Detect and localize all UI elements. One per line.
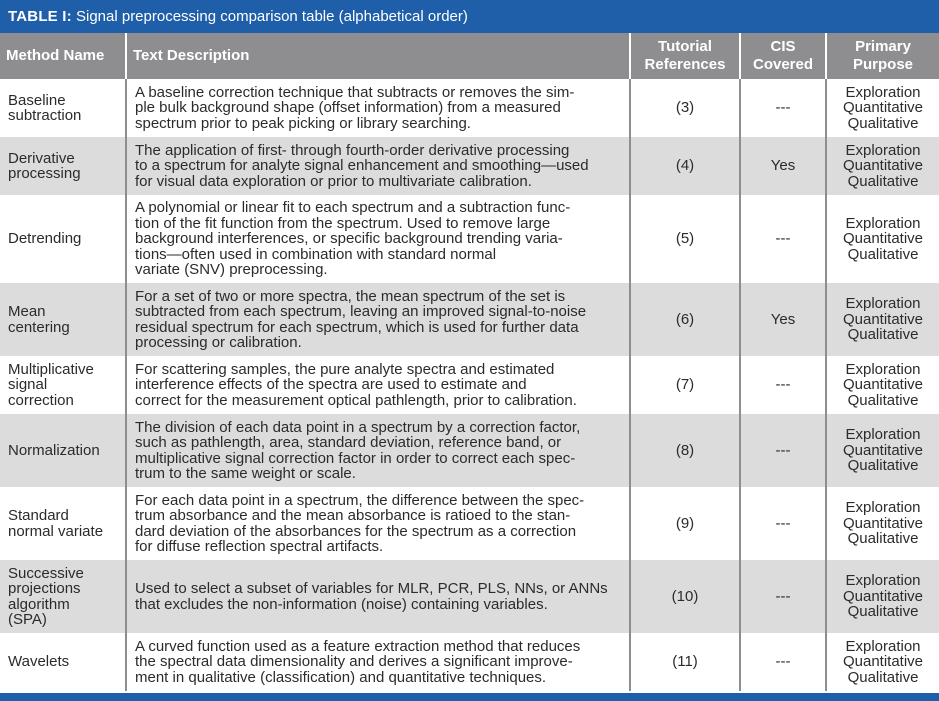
cis-cell: Yes [740,137,826,195]
purpose-cell [826,356,939,414]
purpose-cell [826,633,939,691]
description-cell [126,79,630,137]
header-purpose-line2: Purpose [852,56,913,73]
cis-cell: --- [740,195,826,283]
description-cell [126,487,630,560]
description-line: spectrum prior to peak picking or library searching. [135,114,471,132]
description-line: trum to the same weight or scale. [135,465,356,482]
description-line: residual spectrum for each spectrum, which is used for further data [135,318,579,336]
purpose-cell [826,195,939,283]
purpose-line: Quantitative [842,157,924,175]
purpose-line: Qualitative [847,245,919,263]
method-name-line: Wavelets [8,653,70,671]
method-name-line: Mean [8,303,46,320]
header-references-line2: References [644,56,726,73]
description-line: such as pathlength, area, standard deviation, reference band, or [135,434,562,451]
description-line: processing or calibration. [135,334,302,351]
table-row [0,414,939,487]
purpose-line: Qualitative [847,114,919,132]
method-name-line: Multiplicative [8,360,94,378]
description-line: variate (SNV) preprocessing. [135,261,328,279]
method-name-cell [0,137,126,195]
description-line: Used to select a subset of variables for MLR, PCR, PLS, NNs, or ANNs [135,580,608,597]
purpose-line: Quantitative [842,376,924,394]
description-line: background interferences, or specific background trending varia- [135,230,563,248]
table-label: TABLE I: [8,8,72,25]
method-name-line: signal [8,376,48,394]
description-line: tion of the fit function from the spectrum. Used to remove large [135,214,551,232]
purpose-line: Qualitative [847,172,919,190]
method-name-line: normal variate [8,522,104,540]
header-purpose [826,33,939,79]
purpose-line: Quantitative [842,99,924,117]
description-line: correct for the measurement optical pathlength, prior to calibration. [135,391,577,409]
purpose-line: Quantitative [842,587,924,605]
description-line: For each data point in a spectrum, the difference between the spec- [135,491,585,509]
table-row [0,137,939,195]
method-name-line: (SPA) [8,611,47,628]
bottom-rule [0,693,939,701]
description-line: the spectral data dimensionality and derives a significant improve- [135,653,573,671]
description-cell [126,356,630,414]
references-cell: (10) [630,560,740,633]
method-name-cell [0,79,126,137]
header-row [0,33,939,79]
method-name-cell [0,356,126,414]
references-cell: (9) [630,487,740,560]
purpose-line: Exploration [845,83,921,101]
header-method: Method Name [0,33,126,79]
purpose-cell [826,283,939,356]
purpose-line: Quantitative [842,310,924,328]
purpose-cell [826,79,939,137]
method-name-cell [0,487,126,560]
method-name-line: Detrending [8,230,82,248]
description-line: interference effects of the spectra are used to estimate and [135,376,527,394]
description-line: dard deviation of the absorbances for the spectrum as a correction [135,522,577,540]
description-cell [126,283,630,356]
purpose-cell [826,137,939,195]
description-line: For scattering samples, the pure analyte spectra and estimated [135,360,555,378]
purpose-line: Quantitative [842,441,924,459]
description-line: for diffuse reflection spectral artifacts. [135,538,384,555]
comparison-table [0,33,939,691]
purpose-line: Quantitative [842,653,924,671]
description-line: subtracted from each spectrum, leaving an improved signal-to-noise [135,303,587,320]
method-name-line: centering [8,318,70,336]
purpose-line: Exploration [845,214,921,232]
method-name-line: algorithm [8,595,70,613]
header-references-line1: Tutorial [658,38,712,55]
table-row [0,79,939,137]
description-cell [126,633,630,691]
header-purpose-line1: Primary [855,38,911,55]
description-line: For a set of two or more spectra, the mean spectrum of the set is [135,287,566,305]
purpose-line: Exploration [845,295,921,313]
method-name-line: projections [8,580,81,597]
purpose-line: Exploration [845,426,921,444]
description-line: ple bulk background shape (offset information) from a measured [135,99,561,117]
cis-cell: --- [740,414,826,487]
description-line: for visual data exploration or prior to multivariate calibration. [135,172,532,190]
cis-cell: Yes [740,283,826,356]
header-cis-line2: Covered [752,56,814,73]
method-name-line: correction [8,391,74,409]
purpose-line: Exploration [845,141,921,159]
purpose-line: Qualitative [847,391,919,409]
purpose-line: Qualitative [847,668,919,686]
table-row [0,356,939,414]
cis-cell: --- [740,79,826,137]
purpose-cell [826,560,939,633]
description-cell [126,560,630,633]
method-name-line: Normalization [8,441,100,459]
cis-cell: --- [740,356,826,414]
table-row [0,560,939,633]
table-caption: Signal preprocessing comparison table (alphabetical order) [75,8,468,25]
purpose-line: Qualitative [847,603,919,621]
purpose-line: Quantitative [842,230,924,248]
description-line: A polynomial or linear fit to each spectrum and a subtraction func- [135,199,571,217]
purpose-line: Exploration [845,572,921,590]
method-name-cell [0,633,126,691]
references-cell: (11) [630,633,740,691]
purpose-cell [826,487,939,560]
references-cell: (8) [630,414,740,487]
method-name-line: Standard [8,507,69,524]
description-line: trum absorbance and the mean absorbance is ratioed to the stan- [135,507,571,524]
method-name-line: Baseline [8,91,66,109]
header-references [630,33,740,79]
description-line: A baseline correction technique that subtracts or removes the sim- [135,83,575,101]
description-line: multiplicative signal correction factor in order to correct each spec- [135,449,576,467]
table-row [0,633,939,691]
method-name-cell [0,560,126,633]
method-name-line: subtraction [8,107,82,124]
description-line: that excludes the non-information (noise) containing variables. [135,595,548,613]
table-title [0,0,939,33]
cis-cell: --- [740,487,826,560]
purpose-line: Quantitative [842,514,924,532]
purpose-cell [826,414,939,487]
references-cell: (3) [630,79,740,137]
table-row [0,195,939,283]
description-line: tions—often used in combination with standard normal [135,245,497,263]
purpose-line: Qualitative [847,530,919,548]
purpose-line: Exploration [845,499,921,517]
method-name-cell [0,414,126,487]
purpose-line: Qualitative [847,457,919,475]
description-line: The application of first- through fourth-order derivative processing [135,141,570,159]
cis-cell: --- [740,633,826,691]
description-line: to a spectrum for analyte signal enhancement and smoothing—used [135,157,589,175]
purpose-line: Qualitative [847,326,919,344]
cis-cell: --- [740,560,826,633]
description-cell [126,137,630,195]
header-cis-line1: CIS [770,38,796,55]
header-cis [740,33,826,79]
table-row [0,283,939,356]
description-cell [126,414,630,487]
references-cell: (7) [630,356,740,414]
method-name-cell [0,195,126,283]
header-description: Text Description [126,33,630,79]
purpose-line: Exploration [845,637,921,655]
method-name-line: processing [8,165,81,182]
purpose-line: Exploration [845,360,921,378]
table-row [0,487,939,560]
method-name-line: Successive [8,564,84,582]
description-line: The division of each data point in a spectrum by a correction factor, [135,418,581,436]
description-line: A curved function used as a feature extraction method that reduces [135,637,581,655]
references-cell: (6) [630,283,740,356]
references-cell: (5) [630,195,740,283]
method-name-cell [0,283,126,356]
method-name-line: Derivative [8,149,75,167]
table-body [0,79,939,691]
description-cell [126,195,630,283]
description-line: ment in qualitative (classification) and quantitative techniques. [135,668,547,686]
references-cell: (4) [630,137,740,195]
